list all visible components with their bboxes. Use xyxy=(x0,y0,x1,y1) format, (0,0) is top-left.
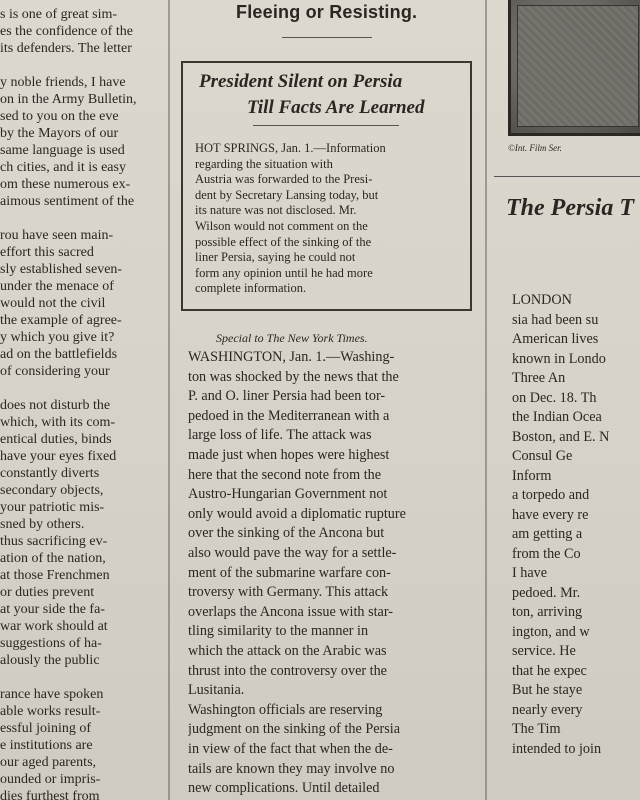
left-text-line: om these numerous ex- xyxy=(0,177,131,192)
left-text-line: able works result- xyxy=(0,704,101,719)
left-text-line: sly established seven- xyxy=(0,262,123,277)
left-text-line: have your eyes fixed xyxy=(0,449,117,464)
photo-credit: ©Int. Film Ser. xyxy=(508,143,562,153)
left-text-line: the example of agree- xyxy=(0,313,122,328)
left-text-line: s is one of great sim- xyxy=(0,7,118,22)
right-text-line: But he staye xyxy=(512,682,583,698)
photograph xyxy=(508,0,640,136)
article-text-line: P. and O. liner Persia had been tor- xyxy=(188,388,386,405)
box-text-line: regarding the situation with xyxy=(195,156,333,171)
right-text-line: from the Co xyxy=(512,545,581,562)
left-text-line: alously the public xyxy=(0,653,100,668)
right-text-line: I have xyxy=(512,565,548,581)
right-headline-divider xyxy=(494,176,640,177)
left-text-line: under the menace of xyxy=(0,279,114,294)
right-text-line: LONDON xyxy=(512,292,572,308)
left-text-line: same language is used xyxy=(0,143,125,158)
article-text-line: in view of the fact that when the de- xyxy=(188,741,393,757)
right-column xyxy=(494,0,640,800)
article-text-line: made just when hopes were highest xyxy=(188,447,390,463)
right-text-line: nearly every xyxy=(512,701,583,718)
article-text-line: which the attack on the Arabic was xyxy=(188,643,387,659)
article-text-line: overlaps the Ancona issue with star- xyxy=(188,603,393,620)
article-text-line: WASHINGTON, Jan. 1.—Washing- xyxy=(188,349,395,365)
left-text-line: aimous sentiment of the xyxy=(0,194,135,209)
right-text-line: Consul Ge xyxy=(512,448,573,464)
box-text-line: Wilson would not comment on the xyxy=(195,219,368,233)
special-credit: Special to The New York Times. xyxy=(216,331,368,345)
article-text-line: only would avoid a diplomatic rupture xyxy=(188,505,406,522)
column-rule-left xyxy=(168,0,170,800)
right-text-line: ton, arriving xyxy=(512,604,583,620)
box-text-line: HOT SPRINGS, Jan. 1.—Information xyxy=(195,141,386,155)
article-text-line: Austro-Hungarian Government not xyxy=(188,486,388,503)
article-text-line: large loss of life. The attack was xyxy=(188,427,372,444)
article-text-line: thrust into the controversy over the xyxy=(188,662,387,679)
left-text-line: thus sacrificing ev- xyxy=(0,534,108,549)
article-text-line: new complications. Until detailed xyxy=(188,780,380,797)
column-rule-right xyxy=(485,0,487,800)
box-headline-line1: President Silent on Persia xyxy=(199,71,403,92)
middle-column xyxy=(172,0,482,800)
box-headline-line2: Till Facts Are Learned xyxy=(247,97,425,118)
article-text-line: over the sinking of the Ancona but xyxy=(188,525,385,542)
article-text-line: Washington officials are reserving xyxy=(188,701,383,718)
right-text-line: American lives xyxy=(512,331,599,347)
right-text-line: ington, and w xyxy=(512,623,590,640)
article-text-line: ment of the submarine warfare con- xyxy=(188,564,391,581)
right-text-line: known in Londo xyxy=(512,350,606,367)
left-text-line: e institutions are xyxy=(0,738,93,753)
left-text-line: on in the Army Bulletin, xyxy=(0,92,137,107)
right-text-line: that he expec xyxy=(512,662,587,679)
left-text-line: rance have spoken xyxy=(0,687,104,702)
left-text-line: which, with its com- xyxy=(0,415,116,430)
left-text-line: constantly diverts xyxy=(0,466,100,481)
left-text-line: at your side the fa- xyxy=(0,602,105,617)
left-text-line: y which you give it? xyxy=(0,330,115,345)
left-text-line: its defenders. The letter xyxy=(0,41,132,56)
box-divider xyxy=(253,125,399,126)
left-text-line: would not the civil xyxy=(0,296,106,311)
left-text-line: our aged parents, xyxy=(0,755,97,770)
left-text-line: sned by others. xyxy=(0,517,85,532)
right-text-line: Three An xyxy=(512,370,566,386)
left-text-line: does not disturb the xyxy=(0,398,111,413)
right-text-line: intended to join xyxy=(512,740,602,757)
box-text-line: Austria was forwarded to the Presi- xyxy=(195,172,373,187)
right-text-line: Inform xyxy=(512,467,552,484)
left-text-line: your patriotic mis- xyxy=(0,500,105,515)
headline-divider xyxy=(282,37,372,38)
left-text-line: by the Mayors of our xyxy=(0,126,119,141)
right-text-line: Boston, and E. N xyxy=(512,428,610,445)
box-text-line: complete information. xyxy=(195,281,307,296)
right-text-line: service. He xyxy=(512,643,576,659)
left-text-line: suggestions of ha- xyxy=(0,636,102,651)
article-text-line: pedoed in the Mediterranean with a xyxy=(188,407,390,424)
right-text-line: a torpedo and xyxy=(512,487,590,503)
right-text-line: am getting a xyxy=(512,526,583,542)
right-text-line: the Indian Ocea xyxy=(512,409,602,425)
left-text-line: es the confidence of the xyxy=(0,24,133,39)
right-text-line: pedoed. Mr. xyxy=(512,584,581,601)
top-headline: Fleeing or Resisting. xyxy=(236,2,418,22)
boxed-bulletin xyxy=(181,61,472,311)
right-text-line: on Dec. 18. Th xyxy=(512,389,597,406)
box-text-line: its nature was not disclosed. Mr. xyxy=(195,203,357,218)
left-text-line: ch cities, and it is easy xyxy=(0,160,126,175)
left-text-line: ation of the nation, xyxy=(0,551,106,566)
article-text-line: tails are known they may involve no xyxy=(188,760,395,777)
article-text-line: troversy with Germany. This attack xyxy=(188,584,389,601)
left-column xyxy=(0,0,176,800)
right-text-line: The Tim xyxy=(512,721,561,737)
left-text-line: at those Frenchmen xyxy=(0,568,110,583)
article-text-line: here that the second note from the xyxy=(188,466,382,483)
article-text-line: also would pave the way for a settle- xyxy=(188,545,397,561)
left-text-line: war work should at xyxy=(0,619,108,634)
left-text-line: rou have seen main- xyxy=(0,228,114,243)
right-text-line: have every re xyxy=(512,506,589,523)
article-text-line: tling similarity to the manner in xyxy=(188,623,369,640)
left-text-line: essful joining of xyxy=(0,721,91,736)
left-text-line: or duties prevent xyxy=(0,585,95,600)
left-text-line: effort this sacred xyxy=(0,245,94,260)
left-text-line: dies furthest from xyxy=(0,789,100,800)
right-headline: The Persia T xyxy=(506,195,634,221)
left-text-line: y noble friends, I have xyxy=(0,75,126,90)
left-text-line: sed to you on the eve xyxy=(0,109,119,124)
box-text-line: possible effect of the sinking of the xyxy=(195,234,372,249)
article-text-line: ton was shocked by the news that the xyxy=(188,368,399,385)
box-text-line: liner Persia, saying he could not xyxy=(195,250,356,265)
article-text-line: judgment on the sinking of the Persia xyxy=(188,721,400,738)
left-text-line: secondary objects, xyxy=(0,483,104,498)
right-text-line: sia had been su xyxy=(512,311,599,328)
left-text-line: of considering your xyxy=(0,364,110,379)
left-text-line: ad on the battlefields xyxy=(0,347,118,362)
box-text-line: form any opinion until he had more xyxy=(195,265,373,280)
left-text-line: entical duties, binds xyxy=(0,432,112,447)
left-text-line: ounded or impris- xyxy=(0,772,101,787)
article-text-line: Lusitania. xyxy=(188,682,245,699)
box-text-line: dent by Secretary Lansing today, but xyxy=(195,187,379,202)
